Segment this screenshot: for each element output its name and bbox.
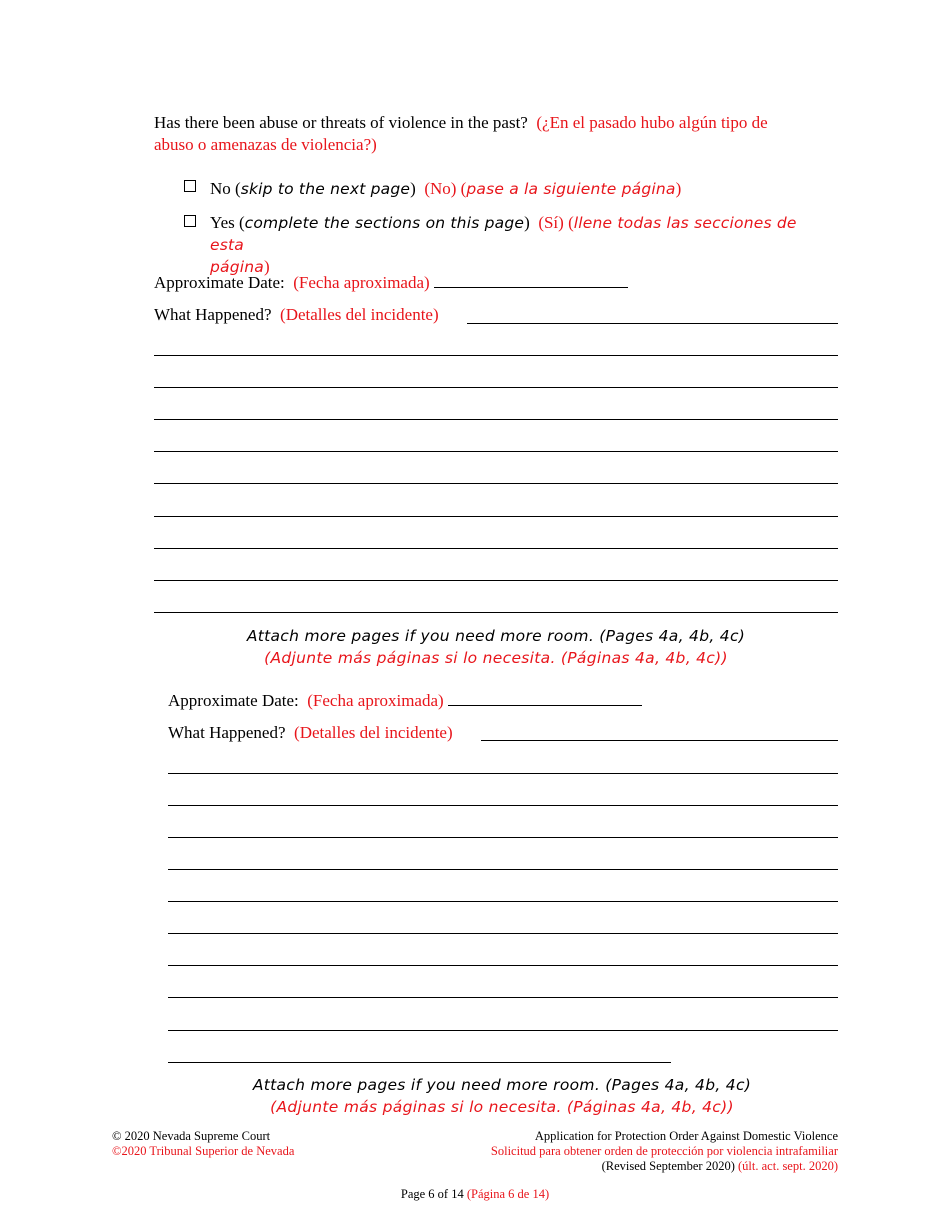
section1-writing-line[interactable] [154,355,838,356]
page-number-en: Page 6 of 14 [400,1187,464,1201]
section2-happened-field[interactable] [481,740,838,741]
section1-writing-line[interactable] [154,483,838,484]
section2-writing-line[interactable] [168,997,838,998]
footer-form-title [491,1129,838,1174]
section1-happened-row: What Happened? (Detalles del incidente) [154,305,439,324]
revision-line: (Revised September 2020) (últ. act. sept. 2020) [601,1159,838,1173]
section1-writing-line[interactable] [154,548,838,549]
form-title-en: Application for Protection Order Against Domestic Violence [534,1129,838,1143]
form-title-es: Solicitud para obtener orden de protección por violencia intrafamiliar [490,1144,838,1158]
section1-date-field[interactable] [434,273,628,288]
section1-date-row: Approximate Date: (Fecha aproximada) [154,272,628,294]
section1-writing-line[interactable] [154,516,838,517]
question-es-line2: abuso o amenazas de violencia?) [154,135,377,154]
section2-attach-en: Attach more pages if you need more room. (Pages 4a, 4b, 4c) [252,1076,752,1094]
copyright-es: ©2020 Tribunal Superior de Nevada [112,1144,295,1158]
section2-writing-line[interactable] [168,869,838,870]
option-no-note-es: pase a la siguiente página [466,180,676,198]
section1-writing-line[interactable] [154,580,838,581]
section1-writing-line[interactable] [154,451,838,452]
option-yes-note-en: complete the sections on this page [244,214,525,232]
yes-checkbox[interactable] [184,215,196,227]
section2-writing-line[interactable] [168,837,838,838]
section1-writing-line[interactable] [154,612,838,613]
section2-date-row: Approximate Date: (Fecha aproximada) [168,690,642,712]
section2-writing-line[interactable] [168,1062,671,1063]
section2-happened-row: What Happened? (Detalles del incidente) [168,723,453,742]
question [154,112,844,156]
no-checkbox[interactable] [184,180,196,192]
question-es-line1: (¿En el pasado hubo algún tipo de [536,113,768,132]
section1-attach-note [154,625,838,669]
section2-writing-line[interactable] [168,805,838,806]
copyright-en: © 2020 Nevada Supreme Court [112,1129,271,1143]
section2-writing-line[interactable] [168,901,838,902]
option-yes-note-es-line2: página [210,258,265,276]
option-yes-label: Yes (complete the sections on this page) (Sí) (llene todas las secciones de esta página) [210,213,797,276]
page-number-es: (Página 6 de 14) [466,1187,550,1201]
section2-writing-line[interactable] [168,933,838,934]
section1-writing-line[interactable] [154,387,838,388]
section1-writing-line[interactable] [154,419,838,420]
footer-copyright [112,1129,294,1159]
option-no-note-en: skip to the next page [240,180,411,198]
section2-writing-line[interactable] [168,1030,838,1031]
section1-happened-field[interactable] [467,323,838,324]
section1-attach-es: (Adjunte más páginas si lo necesita. (Páginas 4a, 4b, 4c)) [264,649,728,667]
option-no-label: No (skip to the next page) (No) (pase a la siguiente página) [210,179,682,198]
section2-date-field[interactable] [448,691,642,706]
section2-attach-note [160,1074,844,1118]
section2-attach-es: (Adjunte más páginas si lo necesita. (Páginas 4a, 4b, 4c)) [270,1098,734,1116]
section2-writing-line[interactable] [168,773,838,774]
section2-writing-line[interactable] [168,965,838,966]
question-en: Has there been abuse or threats of violence in the past? [154,113,528,132]
section1-attach-en: Attach more pages if you need more room. (Pages 4a, 4b, 4c) [246,627,746,645]
option-yes-note-es-line1: llene todas las secciones de esta [210,214,797,254]
page-number [0,1187,950,1202]
